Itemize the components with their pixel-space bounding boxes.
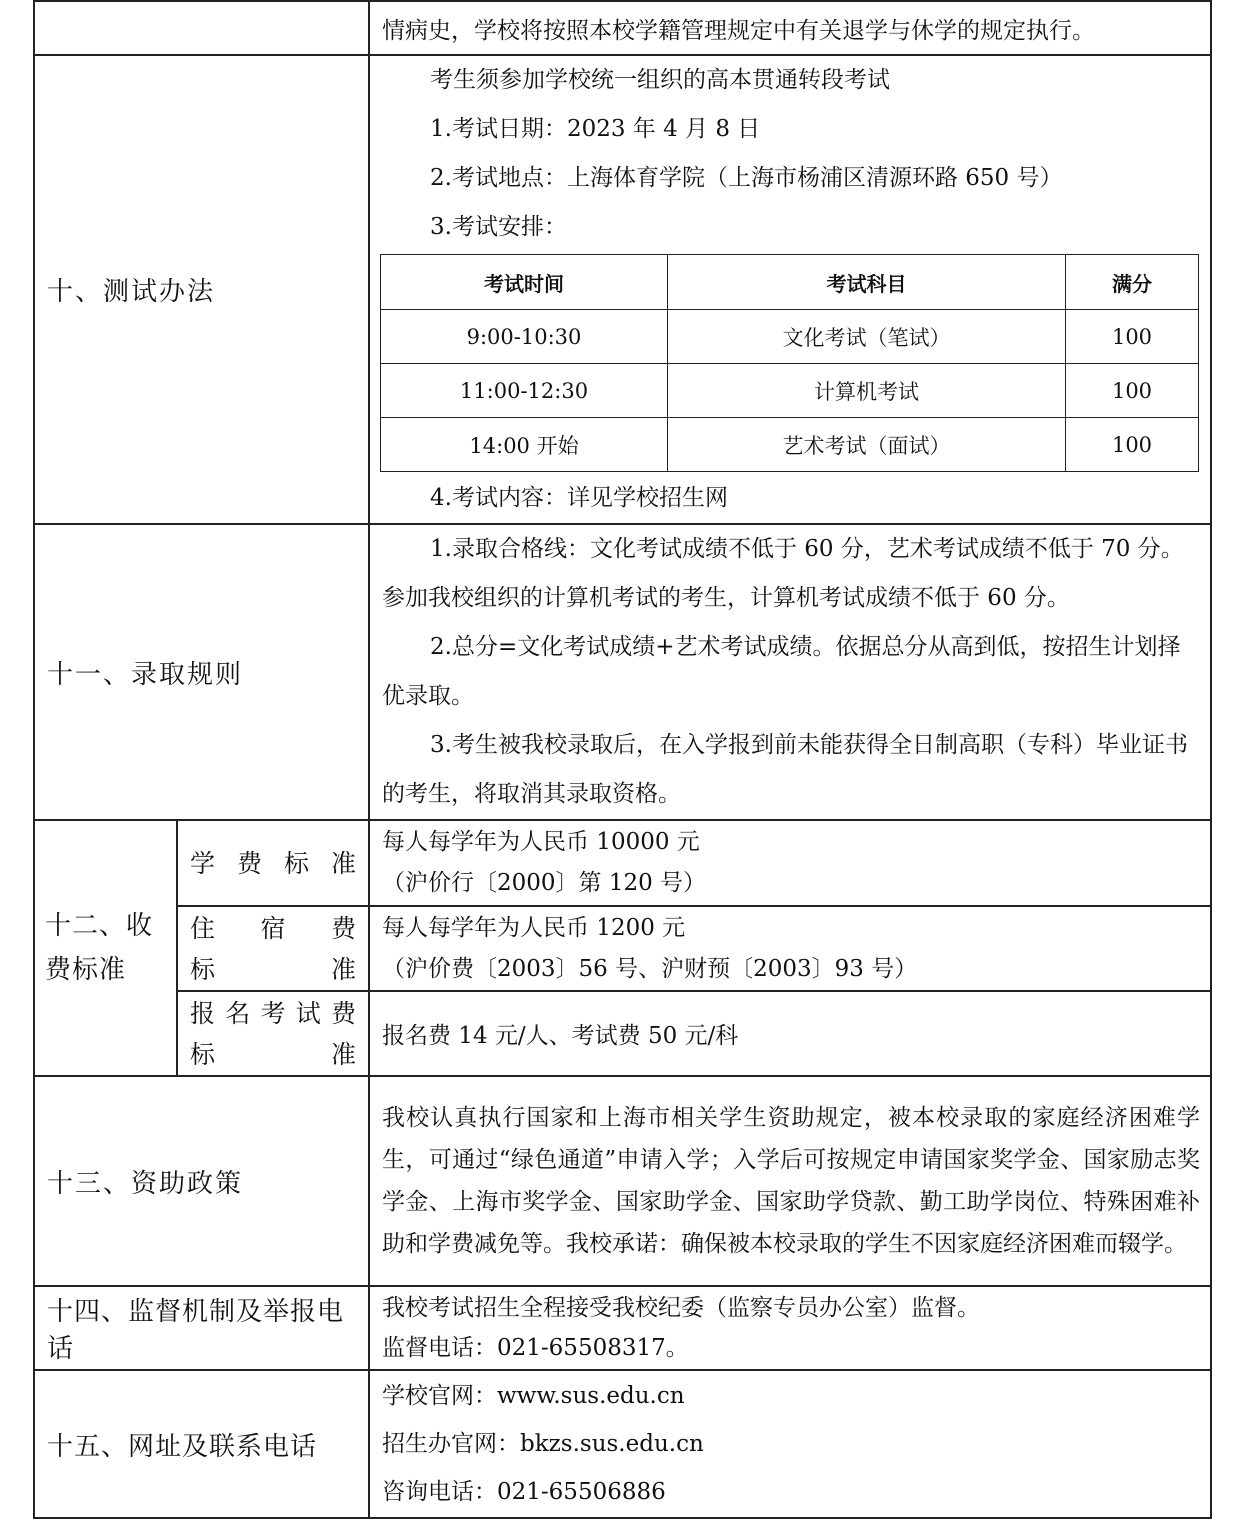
exam-score: 100	[1066, 418, 1199, 472]
exam-header-score: 满分	[1066, 255, 1199, 310]
row-admission-rules	[34, 524, 1211, 820]
continuation-text: 情病史，学校将按照本校学籍管理规定中有关退学与休学的规定执行。	[369, 1, 1211, 55]
row-continuation-label	[34, 1, 369, 55]
test-location: 2.考试地点：上海体育学院（上海市杨浦区清源环路 650 号）	[430, 165, 1063, 191]
exam-time: 9:00-10:30	[381, 310, 668, 364]
tuition-amount: 每人每学年为人民币 10000 元	[382, 829, 700, 855]
exam-fee-label-line2: 标准	[190, 1039, 356, 1069]
exam-header-subject: 考试科目	[668, 255, 1066, 310]
test-date: 1.考试日期：2023 年 4 月 8 日	[430, 116, 761, 142]
table-row	[381, 310, 1199, 364]
table-row	[381, 364, 1199, 418]
exam-score: 100	[1066, 310, 1199, 364]
section-label-test-method: 十、测试办法	[34, 55, 369, 524]
section-label-contact: 十五、网址及联系电话	[34, 1370, 369, 1518]
tuition-label: 学费标准	[190, 848, 356, 878]
row-contact	[34, 1370, 1211, 1518]
table-row	[381, 418, 1199, 472]
section-label-admission-rules: 十一、录取规则	[34, 524, 369, 820]
exam-schedule-table	[380, 254, 1199, 472]
row-fee-dorm	[34, 906, 1211, 991]
test-content: 4.考试内容：详见学校招生网	[430, 485, 728, 511]
exam-subject: 计算机考试	[668, 364, 1066, 418]
dorm-amount: 每人每学年为人民币 1200 元	[382, 914, 686, 941]
school-website: 学校官网：www.sus.edu.cn	[382, 1383, 685, 1409]
exam-time: 14:00 开始	[381, 418, 668, 472]
consult-phone: 咨询电话：021-65506886	[382, 1479, 666, 1505]
admission-rule-2: 2.总分=文化考试成绩+艺术考试成绩。依据总分从高到低，按招生计划择优录取。	[382, 634, 1181, 709]
row-continuation	[34, 1, 1211, 55]
section-label-financial-aid: 十三、资助政策	[34, 1076, 369, 1286]
admission-rule-1: 1.录取合格线：文化考试成绩不低于 60 分，艺术考试成绩不低于 70 分。参加我校组织的计算机考试的考生，计算机考试成绩不低于 60 分。	[382, 536, 1184, 611]
exam-fee-label-line1: 报名考试费	[190, 998, 356, 1028]
row-test-method	[34, 55, 1211, 524]
exam-subject: 文化考试（笔试）	[668, 310, 1066, 364]
supervision-text: 我校考试招生全程接受我校纪委（监察专员办公室）监督。	[382, 1295, 980, 1321]
supervision-phone: 监督电话：021-65508317。	[382, 1335, 689, 1361]
dorm-label-line2: 标准	[190, 954, 356, 984]
exam-time: 11:00-12:30	[381, 364, 668, 418]
dorm-reference: （沪价费〔2003〕56 号、沪财预〔2003〕93 号）	[382, 955, 918, 982]
section-label-fees: 十二、收费标准	[34, 820, 177, 1076]
dorm-label-line1: 住宿费	[190, 913, 356, 943]
admission-rule-3: 3.考生被我校录取后，在入学报到前未能获得全日制高职（专科）毕业证书的考生，将取消其录取资格。	[382, 732, 1188, 807]
row-fee-exam	[34, 991, 1211, 1076]
admission-website: 招生办官网：bkzs.sus.edu.cn	[382, 1431, 704, 1457]
row-financial-aid	[34, 1076, 1211, 1286]
section-label-supervision: 十四、监督机制及举报电话	[34, 1286, 369, 1370]
exam-header-time: 考试时间	[381, 255, 668, 310]
exam-subject: 艺术考试（面试）	[668, 418, 1066, 472]
exam-fee-text: 报名费 14 元/人、考试费 50 元/科	[369, 991, 1211, 1076]
test-schedule-title: 3.考试安排：	[430, 214, 567, 240]
test-intro: 考生须参加学校统一组织的高本贯通转段考试	[430, 67, 890, 93]
financial-aid-text: 我校认真执行国家和上海市相关学生资助规定，被本校录取的家庭经济困难学生，可通过“绿色通道”申请入学；入学后可按规定申请国家奖学金、国家励志奖学金、上海市奖学金、国家助学金、国家助学贷款、勤工助学岗位、特殊困难补助和学费减免等。我校承诺：确保被本校录取的学生不因家庭经济困难而辍学。	[369, 1076, 1211, 1286]
row-fee-tuition	[34, 820, 1211, 906]
exam-score: 100	[1066, 364, 1199, 418]
row-supervision	[34, 1286, 1211, 1370]
admission-info-table	[33, 0, 1212, 1519]
exam-header-row	[381, 255, 1199, 310]
tuition-reference: （沪价行〔2000〕第 120 号）	[382, 870, 707, 896]
